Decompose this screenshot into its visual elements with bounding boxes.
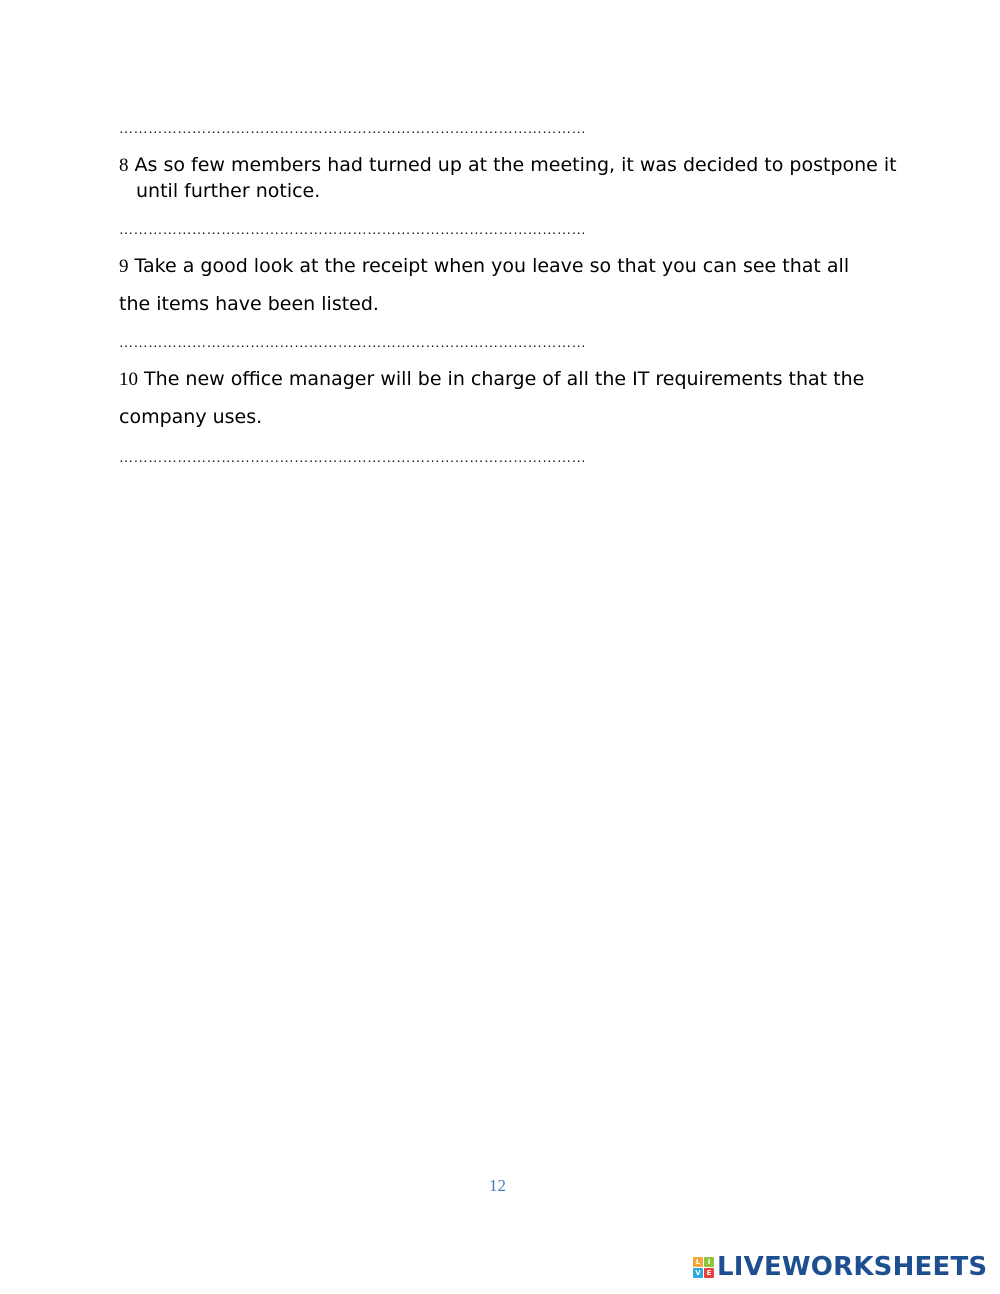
answer-line-8[interactable]: ……………………………………………………………………………………: [119, 223, 587, 238]
page-number: 12: [489, 1176, 506, 1195]
logo-mark-v: V: [693, 1268, 703, 1278]
logo-mark-l: L: [693, 1257, 703, 1267]
question-10-text-2: company uses.: [119, 406, 263, 428]
question-9-line-1: [119, 255, 849, 278]
question-10-line-1: [119, 368, 864, 391]
logo-mark-icon: [693, 1257, 714, 1278]
answer-line-9[interactable]: ……………………………………………………………………………………: [119, 336, 587, 351]
question-8-line-1: [119, 154, 897, 177]
question-9-number: 9: [119, 256, 129, 277]
question-10-text-1: The new office manager will be in charge of all the IT requirements that the: [144, 368, 865, 390]
logo-mark-e: E: [704, 1268, 714, 1278]
answer-line[interactable]: ……………………………………………………………………………………: [119, 122, 587, 137]
question-9-text-2: the items have been listed.: [119, 293, 379, 315]
logo-mark-i: I: [704, 1257, 714, 1267]
question-8-text-2: until further notice.: [136, 180, 321, 202]
logo-text: LIVEWORKSHEETS: [717, 1252, 988, 1282]
liveworksheets-logo: [693, 1252, 987, 1282]
question-8-number: 8: [119, 155, 129, 176]
question-9-text-1: Take a good look at the receipt when you leave so that you can see that all: [134, 255, 850, 277]
answer-line-10[interactable]: ……………………………………………………………………………………: [119, 451, 587, 466]
question-10-number: 10: [119, 369, 138, 390]
question-8-text-1: As so few members had turned up at the meeting, it was decided to postpone it: [134, 154, 897, 176]
